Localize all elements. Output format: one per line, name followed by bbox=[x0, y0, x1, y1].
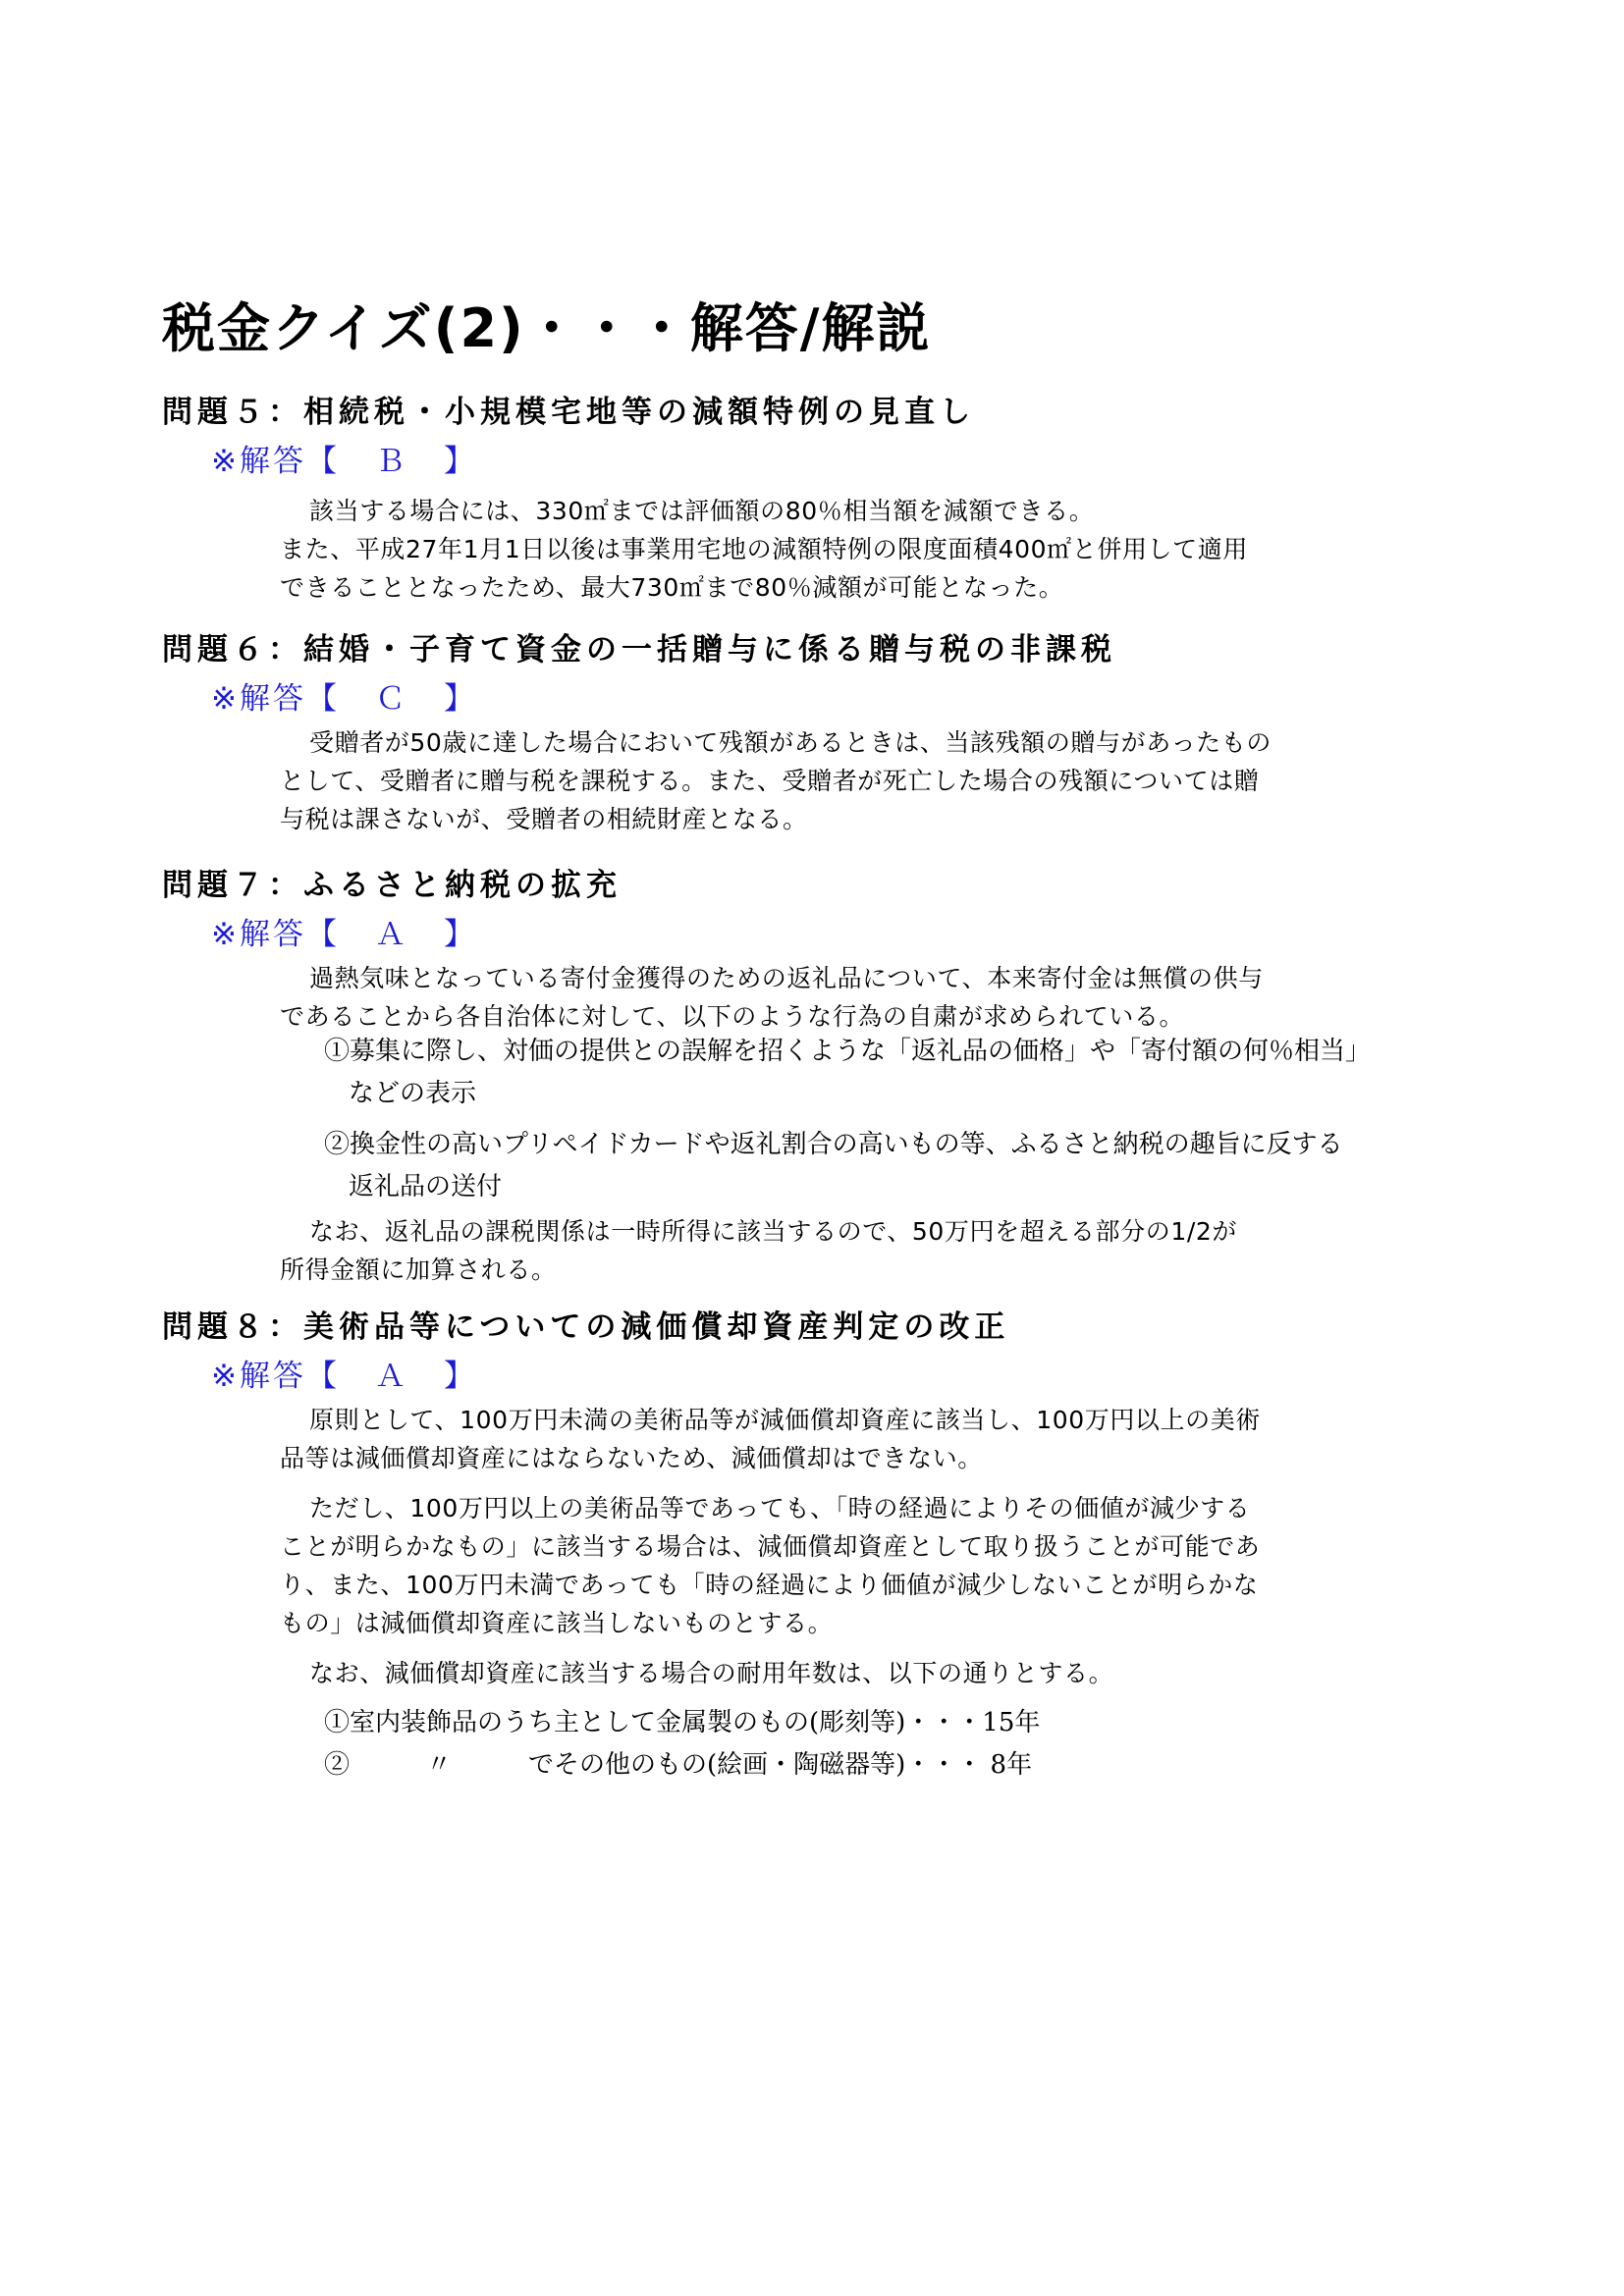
explanation-paragraph bbox=[280, 1489, 1448, 1642]
text-line: 与税は課さないが、受贈者の相続財産となる。 bbox=[280, 805, 808, 833]
answer-line bbox=[211, 1355, 477, 1398]
answer-suffix: 】 bbox=[443, 681, 477, 717]
explanation-paragraph bbox=[280, 492, 1448, 607]
text-line: できることとなったため、最大730㎡まで80％減額が可能となった。 bbox=[280, 573, 1064, 602]
explanation-paragraph bbox=[280, 1401, 1448, 1477]
text-line: 過熱気味となっている寄付金獲得のための返礼品について、本来寄付金は無償の供与 bbox=[309, 964, 1264, 992]
text-line: であることから各自治体に対して、以下のような行為の自粛が求められている。 bbox=[280, 1002, 1185, 1031]
text-line: ①募集に際し、対価の提供との誤解を招くような「返礼品の価格」や「寄付額の何％相当」 bbox=[324, 1037, 1372, 1066]
text-line: なお、減価償却資産に該当する場合の耐用年数は、以下の通りとする。 bbox=[309, 1659, 1114, 1687]
answer-prefix: ※解答【 bbox=[211, 917, 340, 952]
text-line: ② 〃 でその他のもの(絵画・陶磁器等)・・・ 8年 bbox=[324, 1750, 1033, 1780]
question-heading: 問題５：相続税・小規模宅地等の減額特例の見直し bbox=[162, 395, 975, 430]
text-line: 該当する場合には、330㎡までは評価額の80％相当額を減額できる。 bbox=[309, 497, 1095, 525]
answer-suffix: 】 bbox=[443, 917, 477, 952]
text-line: 所得金額に加算される。 bbox=[280, 1255, 557, 1284]
text-line: もの」は減価償却資産に該当しないものとする。 bbox=[280, 1609, 834, 1637]
answer-line bbox=[211, 913, 477, 956]
text-line: なお、返礼品の課税関係は一時所得に該当するので、50万円を超える部分の1/2が bbox=[309, 1217, 1237, 1246]
answer-letter: Ａ bbox=[374, 917, 408, 952]
answer-suffix: 】 bbox=[443, 444, 477, 479]
requirement-list bbox=[324, 1031, 1453, 1217]
answer-prefix: ※解答【 bbox=[211, 444, 340, 479]
text-line: ①室内装飾品のうち主として金属製のもの(彫刻等)・・・15年 bbox=[324, 1708, 1041, 1737]
answer-letter: Ｃ bbox=[374, 681, 408, 717]
text-line: ②換金性の高いプリペイドカードや返礼割合の高いもの等、ふるさと納税の趣旨に反する bbox=[324, 1130, 1343, 1159]
text-line: また、平成27年1月1日以後は事業用宅地の減額特例の限度面積400㎡と併用して適用 bbox=[280, 535, 1248, 563]
list-item bbox=[324, 1124, 1453, 1208]
note-paragraph bbox=[280, 1212, 1448, 1289]
text-line: として、受贈者に贈与税を課税する。また、受贈者が死亡した場合の残額については贈 bbox=[280, 767, 1260, 795]
explanation-paragraph bbox=[280, 959, 1448, 1036]
answer-prefix: ※解答【 bbox=[211, 681, 340, 717]
answer-prefix: ※解答【 bbox=[211, 1359, 340, 1394]
question-heading: 問題６：結婚・子育て資金の一括贈与に係る贈与税の非課税 bbox=[162, 632, 1116, 667]
list-item bbox=[324, 1744, 1453, 1787]
text-line: 受贈者が50歳に達した場合において残額があるときは、当該残額の贈与があったもの bbox=[309, 728, 1272, 757]
list-item bbox=[324, 1702, 1453, 1744]
text-line: り、また、100万円未満であっても「時の経過により価値が減少しないことが明らかな bbox=[280, 1571, 1259, 1599]
page-title: 税金クイズ(2)・・・解答/解説 bbox=[162, 297, 932, 359]
answer-line bbox=[211, 440, 477, 483]
text-line: などの表示 bbox=[349, 1079, 477, 1108]
question-heading: 問題８：美術品等についての減価償却資産判定の改正 bbox=[162, 1309, 1010, 1345]
text-line: ただし、100万円以上の美術品等であっても、「時の経過によりその価値が減少する bbox=[309, 1494, 1251, 1522]
text-line: ことが明らかなもの」に該当する場合は、減価償却資産として取り扱うことが可能であ bbox=[280, 1532, 1261, 1561]
explanation-paragraph bbox=[280, 723, 1448, 838]
useful-life-list bbox=[324, 1702, 1453, 1787]
text-line: 返礼品の送付 bbox=[349, 1172, 503, 1201]
answer-suffix: 】 bbox=[443, 1359, 477, 1394]
answer-letter: Ａ bbox=[374, 1359, 408, 1394]
list-item bbox=[324, 1031, 1453, 1115]
text-line: 原則として、100万円未満の美術品等が減価償却資産に該当し、100万円以上の美術 bbox=[309, 1406, 1261, 1434]
answer-letter: Ｂ bbox=[374, 444, 408, 479]
explanation-paragraph bbox=[280, 1654, 1448, 1692]
question-heading: 問題７：ふるさと納税の拡充 bbox=[162, 868, 622, 903]
text-line: 品等は減価償却資産にはならないため、減価償却はできない。 bbox=[280, 1444, 983, 1472]
answer-line bbox=[211, 677, 477, 721]
